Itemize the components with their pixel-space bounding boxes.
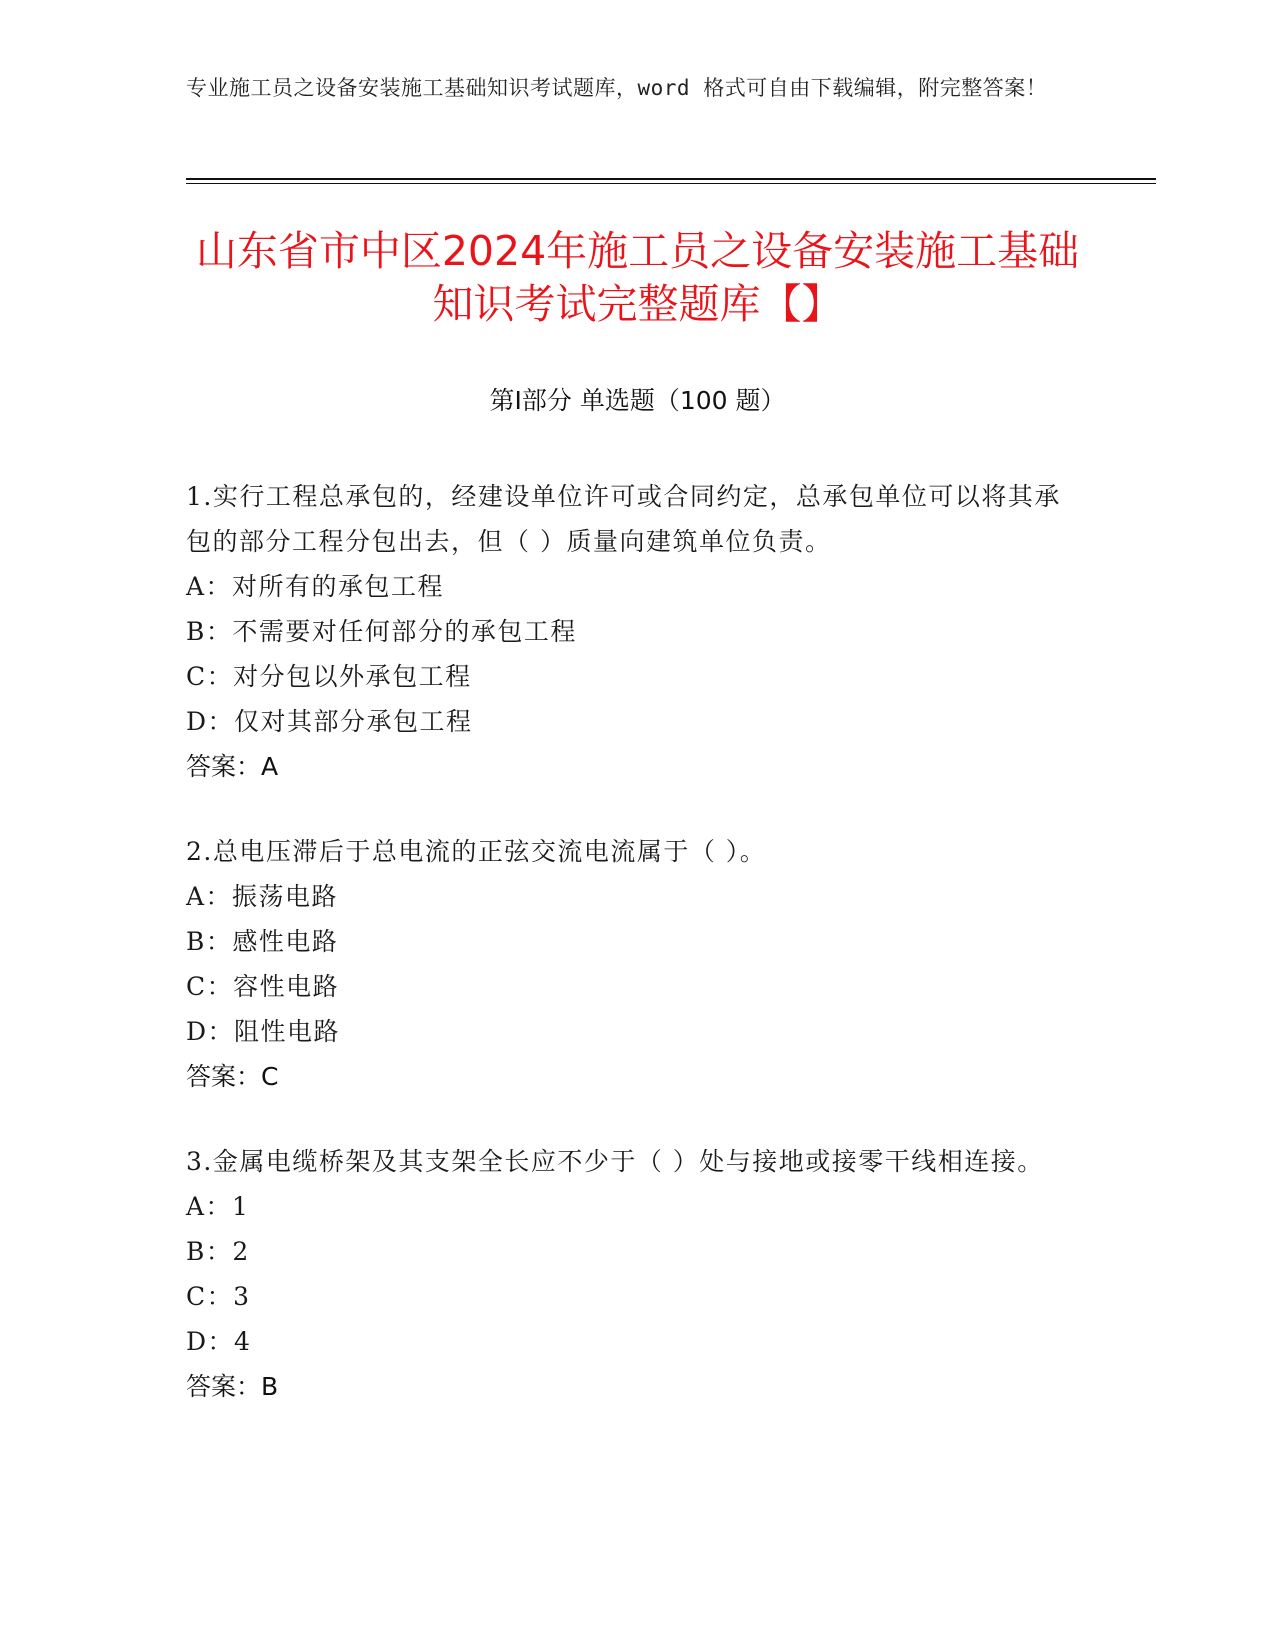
question-stem: 3.金属电缆桥架及其支架全长应不少于（ ）处与接地或接零干线相连接。 <box>186 1147 1044 1176</box>
header-note: 专业施工员之设备安装施工基础知识考试题库，word 格式可自由下载编辑，附完整答案！ <box>186 76 1048 100</box>
question-3 <box>186 1139 1086 1409</box>
option-a: A：对所有的承包工程 <box>186 572 445 601</box>
question-2 <box>186 829 1086 1099</box>
option-c: C：3 <box>186 1282 251 1311</box>
option-c: C：容性电路 <box>186 972 340 1001</box>
header-divider-thick <box>186 178 1156 180</box>
answer: 答案：B <box>186 1372 279 1401</box>
header-divider-thin <box>186 183 1156 184</box>
option-d: D：仅对其部分承包工程 <box>186 707 473 736</box>
answer: 答案：C <box>186 1062 279 1091</box>
question-1 <box>186 474 1086 789</box>
option-b: B：不需要对任何部分的承包工程 <box>186 617 577 646</box>
option-b: B：感性电路 <box>186 927 339 956</box>
document-title: 山东省市中区2024年施工员之设备安装施工基础知识考试完整题库【】 <box>195 227 1080 328</box>
section-heading: 第Ⅰ部分 单选题（100 题） <box>489 386 786 415</box>
question-stem: 1.实行工程总承包的，经建设单位许可或合同约定，总承包单位可以将其承包的部分工程分包出去，但（ ）质量向建筑单位负责。 <box>186 482 1061 556</box>
option-c: C：对分包以外承包工程 <box>186 662 472 691</box>
option-a: A：振荡电路 <box>186 882 339 911</box>
answer: 答案：A <box>186 752 279 781</box>
option-a: A：1 <box>186 1192 250 1221</box>
question-list <box>186 474 1086 1449</box>
option-d: D：4 <box>186 1327 252 1356</box>
option-d: D：阻性电路 <box>186 1017 341 1046</box>
question-stem: 2.总电压滞后于总电流的正弦交流电流属于（ ）。 <box>186 837 767 866</box>
option-b: B：2 <box>186 1237 250 1266</box>
